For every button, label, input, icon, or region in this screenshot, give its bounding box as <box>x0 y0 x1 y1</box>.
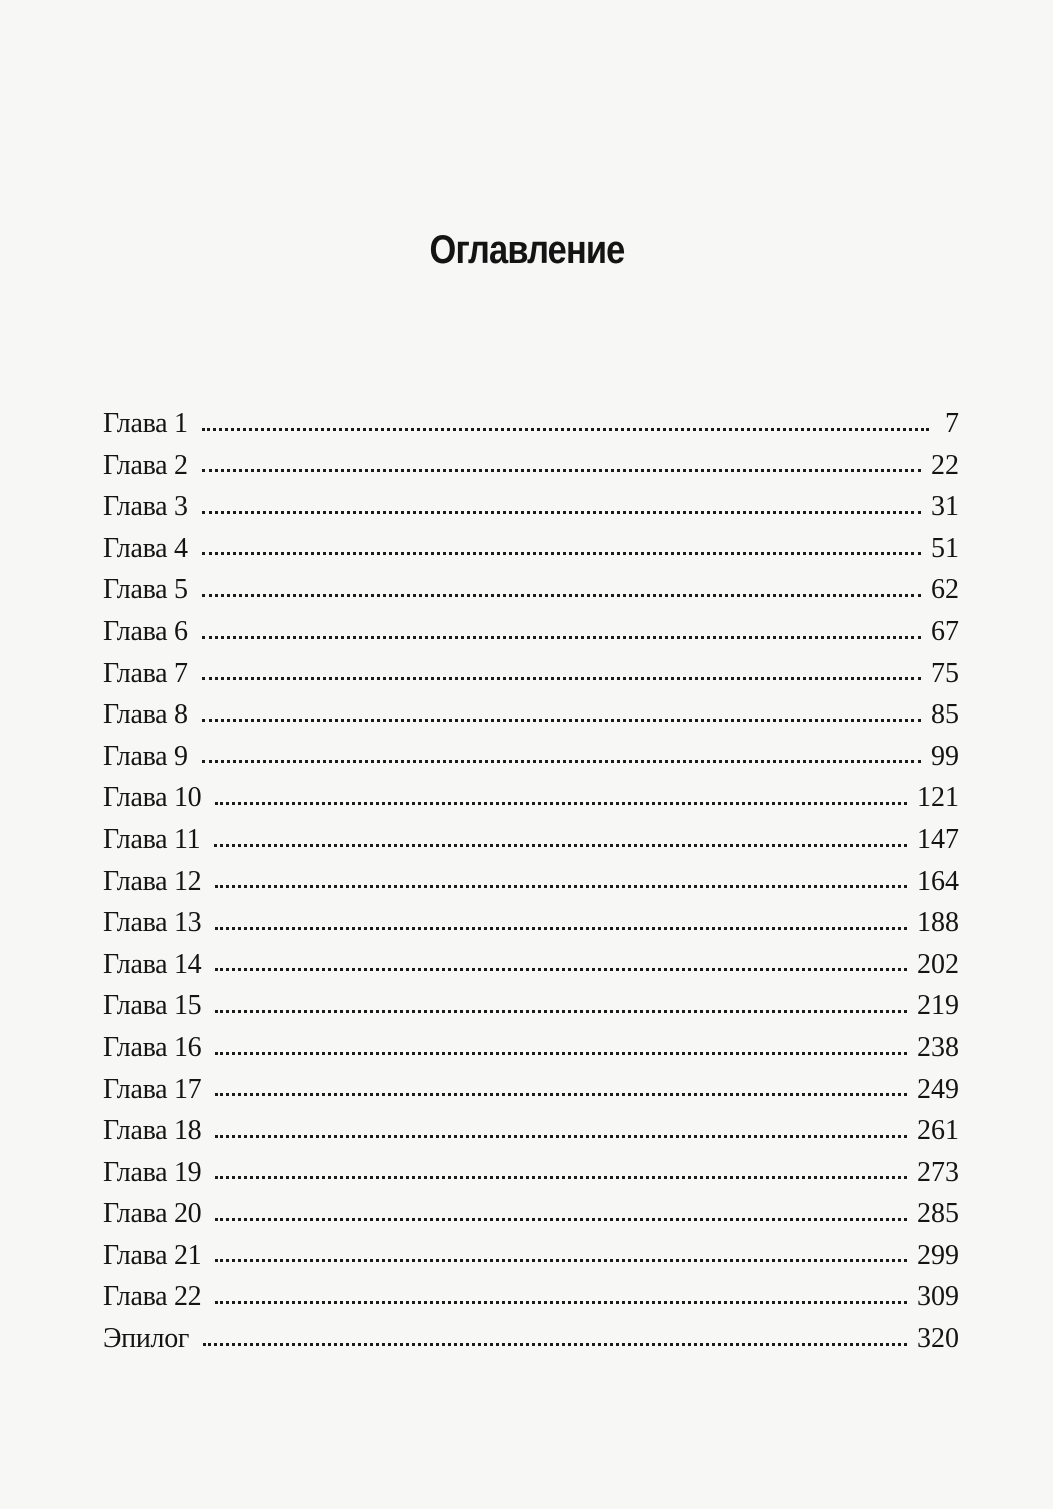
dot-leader <box>202 677 921 680</box>
toc-entry <box>103 777 959 819</box>
toc-entry-page-number: 75 <box>931 657 959 689</box>
toc-entry-label: Глава 1 <box>103 408 188 439</box>
toc-entry-label: Эпилог <box>103 1323 190 1355</box>
toc-entry-page-number: 219 <box>917 990 959 1022</box>
toc-entry-page-number: 261 <box>917 1115 959 1147</box>
toc-entry <box>103 1235 959 1277</box>
dot-leader <box>215 968 907 971</box>
toc-entry-label: Глава 14 <box>103 948 202 980</box>
toc-entry-label: Глава 4 <box>103 532 188 564</box>
dot-leader <box>215 1052 907 1055</box>
toc-entry-page-number: 22 <box>931 449 959 481</box>
dot-leader <box>202 636 921 639</box>
toc-entry-page-number: 99 <box>931 740 959 772</box>
dot-leader <box>215 1301 907 1304</box>
toc-entry-label: Глава 11 <box>103 823 201 855</box>
dot-leader <box>202 511 921 514</box>
toc-entry-label: Глава 15 <box>103 990 202 1022</box>
toc-entry <box>103 694 959 736</box>
toc-entry <box>103 1110 959 1152</box>
toc-entry <box>103 1276 959 1318</box>
toc-entry-page-number: 85 <box>931 699 959 731</box>
dot-leader <box>215 885 907 888</box>
toc-entry-label: Глава 13 <box>103 907 202 939</box>
toc-entry <box>103 1069 959 1111</box>
toc-entry-page-number: 188 <box>917 907 959 939</box>
dot-leader <box>215 802 907 805</box>
toc-entry-page-number: 164 <box>917 865 959 897</box>
toc-entry-label: Глава 10 <box>103 782 202 814</box>
toc-entry <box>103 985 959 1027</box>
dot-leader <box>215 1218 907 1221</box>
toc-entry-page-number: 67 <box>931 615 959 647</box>
toc-entry-label: Глава 7 <box>103 657 188 689</box>
dot-leader <box>202 552 921 555</box>
toc-entry-page-number: 121 <box>917 782 959 814</box>
toc-entry-page-number: 285 <box>917 1198 959 1230</box>
toc-entry-page-number: 309 <box>917 1281 959 1313</box>
toc-entry-page-number: 249 <box>917 1073 959 1105</box>
toc-entry-page-number: 62 <box>931 574 959 606</box>
dot-leader <box>215 927 907 930</box>
toc-entry-page-number: 31 <box>931 491 959 523</box>
dot-leader <box>215 1010 907 1013</box>
dot-leader <box>202 594 921 597</box>
dot-leader <box>215 1176 907 1179</box>
dot-leader <box>203 1343 907 1346</box>
toc-entry <box>103 528 959 570</box>
dot-leader <box>215 1259 907 1262</box>
toc-entry-label: Глава 12 <box>103 865 202 897</box>
toc-entry-label: Глава 3 <box>103 491 188 523</box>
dot-leader <box>202 428 929 431</box>
toc-entry <box>103 944 959 986</box>
toc-entry-label: Глава 21 <box>103 1239 202 1271</box>
toc-entry-page-number: 273 <box>917 1156 959 1188</box>
toc-entry <box>103 1193 959 1235</box>
toc-entry-label: Глава 19 <box>103 1156 202 1188</box>
dot-leader <box>215 1093 907 1096</box>
toc-entry <box>103 1027 959 1069</box>
toc-entry-page-number: 299 <box>917 1239 959 1271</box>
toc-entry-label: Глава 2 <box>103 449 188 481</box>
toc-entry-page-number: 51 <box>931 532 959 564</box>
toc-entry-label: Глава 8 <box>103 699 188 731</box>
toc-entry-label: Глава 18 <box>103 1115 202 1147</box>
toc-entry-page-number: 202 <box>917 948 959 980</box>
toc-entry-label: Глава 5 <box>103 574 188 606</box>
toc-entry-label: Глава 22 <box>103 1281 202 1313</box>
toc-entry <box>103 861 959 903</box>
toc-entry-label: Глава 16 <box>103 1031 202 1063</box>
toc-entry-page-number: 7 <box>945 408 959 439</box>
toc-entry-page-number: 238 <box>917 1031 959 1063</box>
toc-entry <box>103 569 959 611</box>
table-of-contents <box>103 403 959 1360</box>
toc-entry-label: Глава 17 <box>103 1073 202 1105</box>
toc-entry <box>103 445 959 487</box>
toc-entry-page-number: 320 <box>917 1323 959 1355</box>
dot-leader <box>214 844 907 847</box>
toc-entry <box>103 486 959 528</box>
dot-leader <box>202 719 921 722</box>
toc-entry <box>103 611 959 653</box>
toc-entry <box>103 1152 959 1194</box>
toc-entry <box>103 902 959 944</box>
toc-entry-page-number: 147 <box>917 823 959 855</box>
toc-entry <box>103 736 959 778</box>
toc-entry <box>103 1318 959 1360</box>
toc-entry-label: Глава 6 <box>103 615 188 647</box>
dot-leader <box>202 469 921 472</box>
page-title: Оглавление <box>429 228 625 272</box>
dot-leader <box>215 1135 907 1138</box>
toc-entry <box>103 819 959 861</box>
toc-entry <box>103 653 959 695</box>
toc-entry <box>103 403 959 445</box>
dot-leader <box>202 760 921 763</box>
toc-entry-label: Глава 9 <box>103 740 188 772</box>
toc-entry-label: Глава 20 <box>103 1198 202 1230</box>
